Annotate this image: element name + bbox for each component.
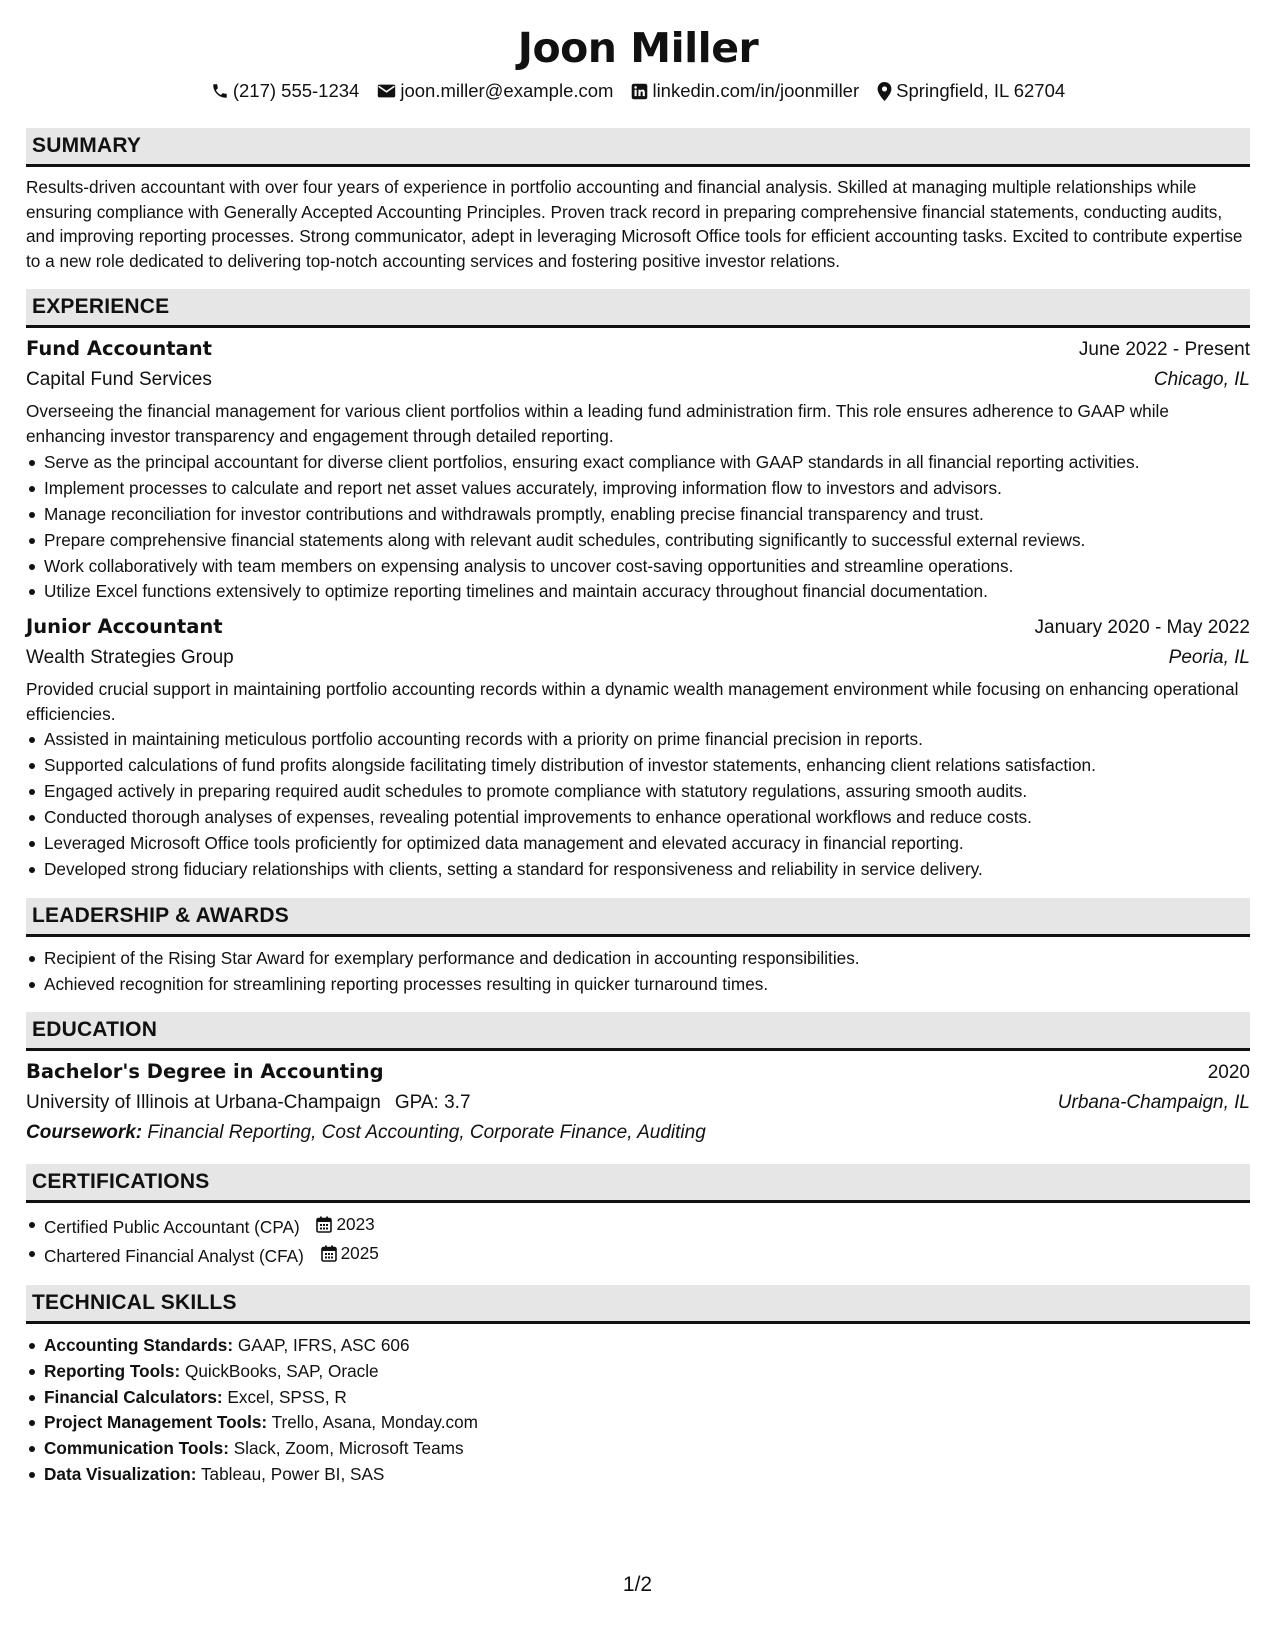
contact-linkedin[interactable] [631, 78, 859, 104]
graduation-year: 2020 [1207, 1062, 1250, 1084]
job-dates: January 2020 - May 2022 [1034, 617, 1250, 639]
job-entry-1 [26, 334, 1250, 604]
list-item: Work collaboratively with team members on expensing analysis to uncover cost-saving opportunities and streamline operations. [26, 554, 1250, 579]
list-item: Prepare comprehensive financial statements along with relevant audit schedules, contributing significantly to successful external reviews. [26, 528, 1250, 553]
degree-title: Bachelor's Degree in Accounting [26, 1060, 384, 1084]
skill-value: Excel, SPSS, R [227, 1386, 347, 1407]
certification-date [316, 1212, 374, 1237]
certification-name: Certified Public Accountant (CPA) [44, 1217, 300, 1238]
skills-list [26, 1333, 1250, 1488]
school-location: Urbana-Champaign, IL [1057, 1092, 1250, 1114]
list-item [26, 1212, 1250, 1239]
certification-list [26, 1212, 1250, 1268]
job-location: Peoria, IL [1168, 647, 1250, 669]
map-pin-icon [877, 82, 892, 101]
job-title: Junior Accountant [26, 615, 223, 639]
list-item [26, 1333, 1250, 1358]
gpa: GPA: 3.7 [394, 1092, 471, 1114]
certification-year: 2025 [340, 1243, 379, 1264]
certification-date [321, 1241, 379, 1266]
contact-phone [211, 78, 360, 104]
coursework-list: Financial Reporting, Cost Accounting, Corporate Finance, Auditing [147, 1122, 706, 1144]
list-item: Serve as the principal accountant for diverse client portfolios, ensuring exact compliance with GAAP standards in all financial reporting activities. [26, 450, 1250, 475]
skill-value: GAAP, IFRS, ASC 606 [237, 1334, 410, 1355]
job-company-row [26, 643, 1250, 673]
skill-value: QuickBooks, SAP, Oracle [185, 1360, 379, 1381]
certification-name: Chartered Financial Analyst (CFA) [44, 1245, 304, 1266]
leadership-bullets [26, 946, 1250, 997]
school-name-group [26, 1088, 471, 1118]
email-text: joon.miller@example.com [400, 80, 614, 101]
phone-text: (217) 555-1234 [232, 80, 360, 101]
list-item: Recipient of the Rising Star Award for exemplary performance and dedication in accounting responsibilities. [26, 946, 1250, 971]
skill-value: Slack, Zoom, Microsoft Teams [233, 1438, 464, 1459]
contact-email[interactable] [377, 78, 613, 104]
job-title-row [26, 334, 1250, 365]
job-description: Provided crucial support in maintaining portfolio accounting records within a dynamic wealth management environment while focusing on enhancing operational efficiencies. [26, 679, 1239, 724]
candidate-name: Joon Miller [517, 24, 759, 72]
skill-label: Project Management Tools: [44, 1412, 268, 1433]
education-section [26, 1012, 1250, 1148]
section-heading-leadership: LEADERSHIP & AWARDS [26, 898, 1250, 937]
job-dates: June 2022 - Present [1078, 339, 1250, 361]
job-company: Capital Fund Services [26, 369, 212, 391]
school-row [26, 1088, 1250, 1118]
coursework [26, 1118, 1250, 1148]
section-heading-summary: SUMMARY [26, 128, 1250, 167]
leadership-section [26, 898, 1250, 997]
experience-section [26, 289, 1250, 881]
list-item: Implement processes to calculate and report net asset values accurately, improving information flow to investors and advisors. [26, 476, 1250, 501]
contact-location [877, 78, 1065, 104]
list-item [26, 1462, 1250, 1487]
job-company: Wealth Strategies Group [26, 647, 234, 669]
skill-label: Financial Calculators: [44, 1386, 223, 1407]
list-item: Developed strong fiduciary relationships with clients, setting a standard for responsiveness and reliability in service delivery. [26, 857, 1250, 882]
skill-label: Reporting Tools: [44, 1360, 181, 1381]
job-bullets [26, 727, 1250, 882]
calendar-icon [316, 1216, 332, 1233]
resume-page [26, 22, 1250, 1488]
skill-label: Data Visualization: [44, 1464, 197, 1485]
section-heading-experience: EXPERIENCE [26, 289, 1250, 328]
summary-text: Results-driven accountant with over four years of experience in portfolio accounting and financial analysis. Skilled at managing multiple relationships while ensuring compliance with Generally Accepted Accounting Principles. Proven track record in preparing comprehensive financial statements, conducting audits, and improving reporting processes. Strong communicator, adept in leveraging Microsoft Office tools for efficient accounting tasks. Excited to contribute expertise to a new role dedicated to delivering top-notch accounting services and fostering positive investor relations. [26, 177, 1243, 271]
skill-label: Accounting Standards: [44, 1334, 234, 1355]
list-item: Achieved recognition for streamlining reporting processes resulting in quicker turnaround times. [26, 972, 1250, 997]
list-item [26, 1385, 1250, 1410]
list-item: Manage reconciliation for investor contributions and withdrawals promptly, enabling precise financial transparency and trust. [26, 502, 1250, 527]
calendar-icon [321, 1245, 337, 1262]
certification-year: 2023 [336, 1214, 375, 1235]
skill-value: Tableau, Power BI, SAS [200, 1464, 385, 1485]
list-item: Leveraged Microsoft Office tools proficiently for optimized data management and elevated accuracy in financial reporting. [26, 831, 1250, 856]
list-item [26, 1410, 1250, 1435]
certifications-section [26, 1164, 1250, 1268]
job-title-row [26, 612, 1250, 643]
phone-icon [211, 82, 229, 100]
list-item [26, 1436, 1250, 1461]
education-entry [26, 1057, 1250, 1148]
job-company-row [26, 365, 1250, 395]
skills-section [26, 1285, 1250, 1488]
skill-value: Trello, Asana, Monday.com [271, 1412, 478, 1433]
list-item: Utilize Excel functions extensively to optimize reporting timelines and maintain accuracy throughout financial documentation. [26, 579, 1250, 604]
list-item: Assisted in maintaining meticulous portfolio accounting records with a priority on prime financial precision in reports. [26, 727, 1250, 752]
list-item [26, 1359, 1250, 1384]
section-heading-skills: TECHNICAL SKILLS [26, 1285, 1250, 1324]
school-name: University of Illinois at Urbana-Champaign [26, 1092, 381, 1114]
linkedin-icon [631, 83, 648, 100]
skill-label: Communication Tools: [44, 1438, 229, 1459]
job-location: Chicago, IL [1153, 369, 1250, 391]
list-item: Conducted thorough analyses of expenses, revealing potential improvements to enhance operational workflows and reduce costs. [26, 805, 1250, 830]
list-item: Supported calculations of fund profits alongside facilitating timely distribution of investor statements, enhancing client relations satisfaction. [26, 753, 1250, 778]
location-text: Springfield, IL 62704 [896, 80, 1066, 101]
section-heading-education: EDUCATION [26, 1012, 1250, 1051]
job-entry-2 [26, 612, 1250, 882]
page-number: 1/2 [622, 1573, 653, 1596]
list-item [26, 1241, 1250, 1268]
coursework-label: Coursework: [26, 1122, 143, 1144]
degree-row [26, 1057, 1250, 1088]
contact-bar [26, 78, 1250, 104]
section-heading-certifications: CERTIFICATIONS [26, 1164, 1250, 1203]
job-bullets [26, 450, 1250, 605]
job-title: Fund Accountant [26, 337, 212, 361]
job-description: Overseeing the financial management for various client portfolios within a leading fund administration firm. This role ensures adherence to GAAP while enhancing investor transparency and engagement through detailed reporting. [26, 401, 1169, 446]
list-item: Engaged actively in preparing required audit schedules to promote compliance with statutory regulations, assuring smooth audits. [26, 779, 1250, 804]
linkedin-text: linkedin.com/in/joonmiller [652, 80, 860, 101]
envelope-icon [377, 83, 396, 99]
summary-section [26, 128, 1250, 273]
